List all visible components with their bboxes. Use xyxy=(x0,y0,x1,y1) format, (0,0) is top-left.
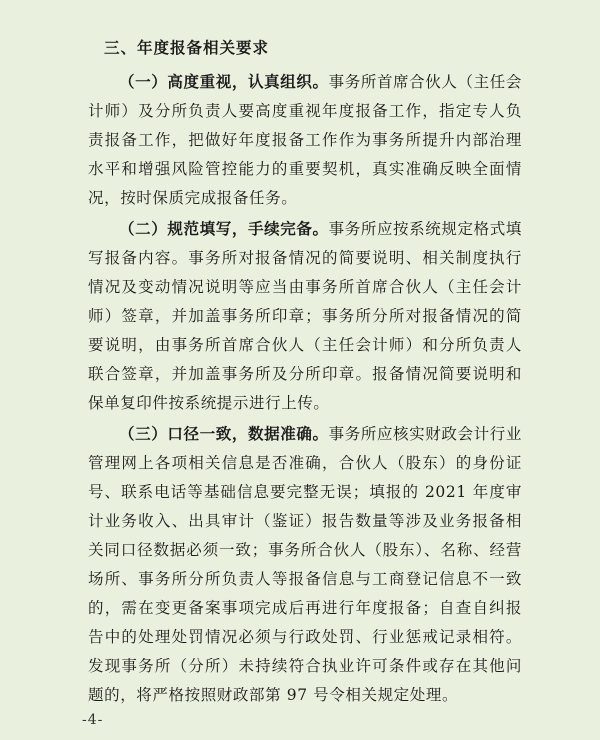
paragraph-1-lead: （一）高度重视，认真组织。 xyxy=(119,73,329,91)
paragraph-2-body: 事务所应按系统规定格式填写报备内容。事务所对报备情况的简要说明、相关制度执行情况及变动情况说明等应当由事务所首席合伙人（主任会计师）签章，并加盖事务所印章；事务所分所对报备情况的简要说明，由事务所首席合伙人（主任会计师）和分所负责人联合签章，并加盖事务所及分所印章。报备情况简要说明和保单复印件按系统提示进行上传。 xyxy=(88,220,523,412)
paragraph-2-lead: （二）规范填写，手续完备。 xyxy=(119,220,329,238)
paragraph-3-body: 事务所应核实财政会计行业管理网上各项相关信息是否准确，合伙人（股东）的身份证号、联系电话等基础信息要完整无误；填报的 2021 年度审计业务收入、出具审计（鉴证）报告数量等涉及业务报备相关同口径数据必须一致；事务所合伙人（股东）、名称、经营场所、事务所分所负责人等报备信息与工商登记信息不一致的，需在变更备案事项完成后再进行年度报备；自查自纠报告中的处理处罚情况必须与行政处罚、行业惩戒记录相符。发现事务所（分所）未持续符合执业许可条件或存在其他问题的，将严格按照财政部第 97 号令相关规定处理。 xyxy=(88,425,523,704)
paragraph-3-lead: （三）口径一致，数据准确。 xyxy=(119,425,329,443)
section-heading: 三、年度报备相关要求 xyxy=(104,39,270,57)
paragraph-1 xyxy=(88,68,522,213)
paragraph-1-body: 事务所首席合伙人（主任会计师）及分所负责人要高度重视年度报备工作，指定专人负责报备工作，把做好年度报备工作作为事务所提升内部治理水平和增强风险管控能力的重要契机，真实准确反映全面情况，按时保质完成报备任务。 xyxy=(88,73,523,207)
paragraph-3 xyxy=(88,420,522,710)
page-number: -4- xyxy=(82,712,104,728)
paragraph-2 xyxy=(88,215,522,418)
